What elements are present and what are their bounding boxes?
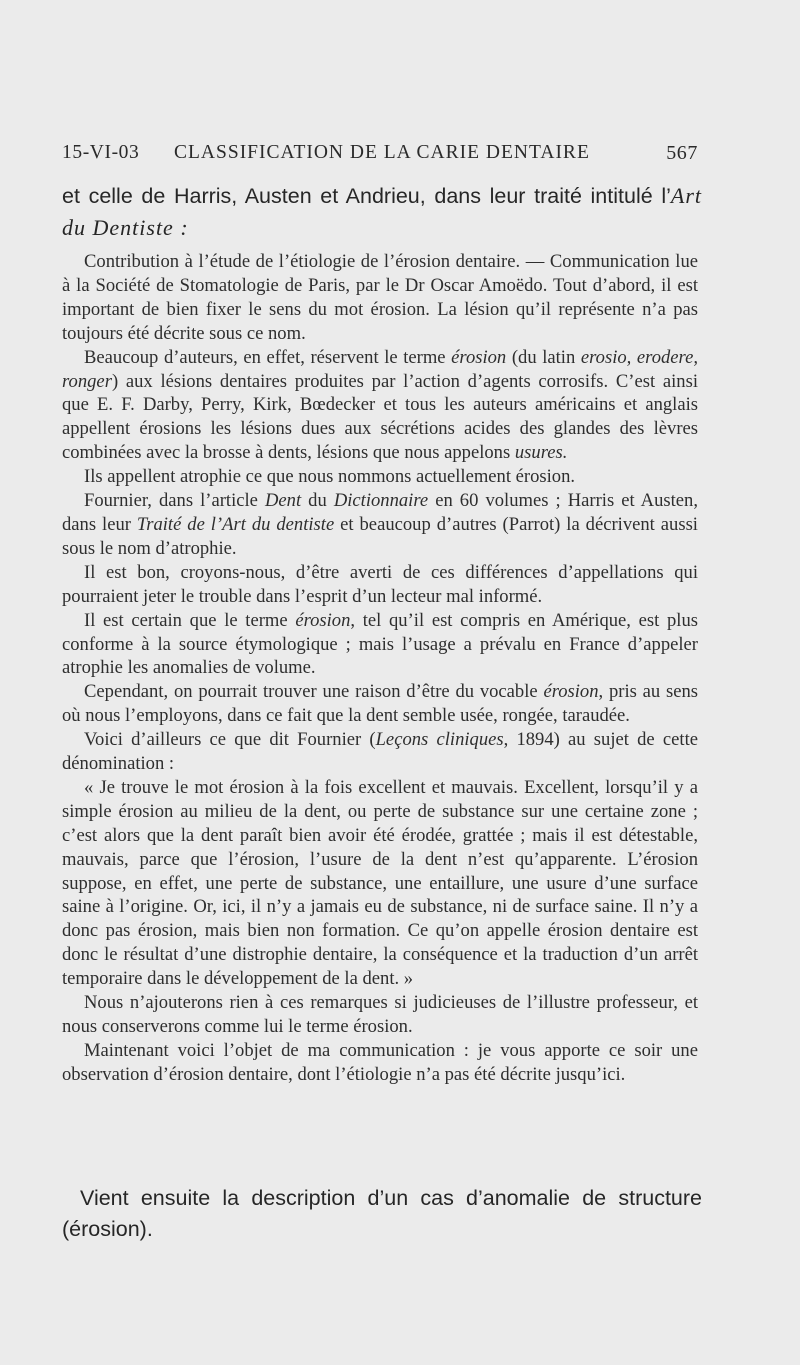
- paragraph-text: Contribution à l’étude de l’étiologie de l’érosion dentaire. — Communication lue à la Société de Stomatologie de Paris, par le Dr Oscar Amoëdo. Tout d’abord, il est important de bien fixer le sens du mot érosion. La lésion qu’il représente n’a pas toujours été décrite sous ce nom.: [62, 251, 698, 344]
- body-paragraph: [62, 991, 698, 1039]
- running-head-title: CLASSIFICATION DE LA CARIE DENTAIRE: [174, 142, 590, 163]
- paragraph-text: Nous n’ajouterons rien à ces remarques si judicieuses de l’illustre professeur, et nous conserverons comme lui le terme érosion.: [62, 992, 698, 1037]
- paragraph-text: Il est certain que le terme: [84, 609, 296, 631]
- paragraph-text: Beaucoup d’auteurs, en effet, réservent le terme: [84, 346, 452, 368]
- closing-paragraph: Vient ensuite la description d’un cas d’anomalie de structure (érosion).: [62, 1186, 702, 1241]
- paragraph-text: Ils appellent atrophie ce que nous nommons actuellement érosion.: [84, 466, 576, 488]
- italic-term: érosion: [451, 346, 507, 368]
- running-head-date: 15-VI-03: [62, 142, 140, 163]
- body-paragraph: [62, 561, 698, 609]
- italic-term: Traité de l’Art du dentiste: [136, 513, 335, 535]
- body-paragraph: [62, 346, 698, 466]
- paragraph-text: Cependant, on pourrait trouver une raison d’être du vocable: [84, 681, 544, 703]
- italic-term: Dent: [264, 490, 302, 512]
- paragraph-text: du: [301, 490, 334, 512]
- quoted-summary: [62, 250, 698, 1087]
- paragraph-text: Fournier, dans l’article: [84, 490, 265, 512]
- paragraph-text: , pris au sens où nous l’employons, dans ce fait que la dent semble usée, rongée, taraudée.: [62, 681, 698, 727]
- paragraph-text: Maintenant voici l’objet de ma communication : je vous apporte ce soir une observation d’érosion dentaire, dont l’étiologie n’a pas été décrite jusqu’ici.: [62, 1039, 698, 1085]
- body-paragraph: [62, 776, 698, 991]
- italic-term: usures.: [514, 442, 568, 464]
- italic-term: Leçons cliniques: [375, 729, 504, 751]
- body-paragraph: [62, 250, 698, 346]
- italic-term: érosion: [295, 609, 351, 631]
- page-number: 567: [666, 142, 698, 164]
- italic-term: erosio, erodere, ronger: [62, 346, 698, 392]
- italic-term: érosion: [543, 681, 599, 703]
- paragraph-text: et beaucoup d’autres (Parrot) la décrivent aussi sous le nom d’atrophie.: [62, 513, 698, 559]
- paragraph-text: Voici d’ailleurs ce que dit Fournier (: [84, 729, 376, 751]
- intro-paragraph: [62, 180, 702, 244]
- paragraph-text: , tel qu’il est compris en Amérique, est plus conforme à la source étymologique ; mais l’usage a prévalu en France d’appeler atrophie les anomalies de volume.: [62, 609, 698, 679]
- body-paragraph: [62, 609, 698, 681]
- paragraph-text: (du latin: [506, 346, 581, 368]
- body-paragraph: [62, 465, 698, 489]
- paragraph-text: en 60 volumes ; Harris et Austen, dans leur: [62, 490, 698, 535]
- running-head: [62, 142, 698, 168]
- body-paragraph: [62, 1039, 698, 1087]
- intro-italic-title: Art du Dentiste :: [62, 183, 702, 240]
- body-paragraph: [62, 728, 698, 776]
- paragraph-text: , 1894) au sujet de cette dénomination :: [62, 729, 698, 775]
- intro-text: et celle de Harris, Austen et Andrieu, dans leur traité intitulé l’: [62, 184, 671, 208]
- italic-term: Dictionnaire: [333, 490, 429, 512]
- body-paragraph: [62, 680, 698, 728]
- paragraph-text: ) aux lésions dentaires produites par l’action d’agents corrosifs. C’est ainsi que E. F. Darby, Perry, Kirk, Bœdecker et tous les auteurs américains et anglais appellent érosions les lésions dues aux sécrétions acides des glandes des lèvres combinées avec la brosse à dents, lésions que nous appelons: [62, 370, 698, 464]
- paragraph-text: Il est bon, croyons-nous, d’être averti de ces différences d’appellations qui pourraient jeter le trouble dans l’esprit d’un lecteur mal informé.: [62, 561, 698, 607]
- paragraph-text: « Je trouve le mot érosion à la fois excellent et mauvais. Excellent, lorsqu’il y a simple érosion au milieu de la dent, ou perte de substance sur une certaine zone ; c’est alors que la dent paraît bien avoir été érodée, grattée ; mais il est détestable, mauvais, parce que l’érosion, l’usure de la dent n’est qu’apparente. L’érosion suppose, en effet, une perte de substance, une entaillure, une usure d’une surface saine à l’origine. Or, ici, il n’y a jamais eu de substance, ni de surface saine. Il n’y a donc pas érosion, mais bien non formation. Ce qu’on appelle érosion dentaire est donc le résultat d’une distrophie dentaire, la conséquence et la traduction d’un arrêt temporaire dans le développement de la dent. »: [62, 776, 698, 990]
- body-paragraph: [62, 489, 698, 561]
